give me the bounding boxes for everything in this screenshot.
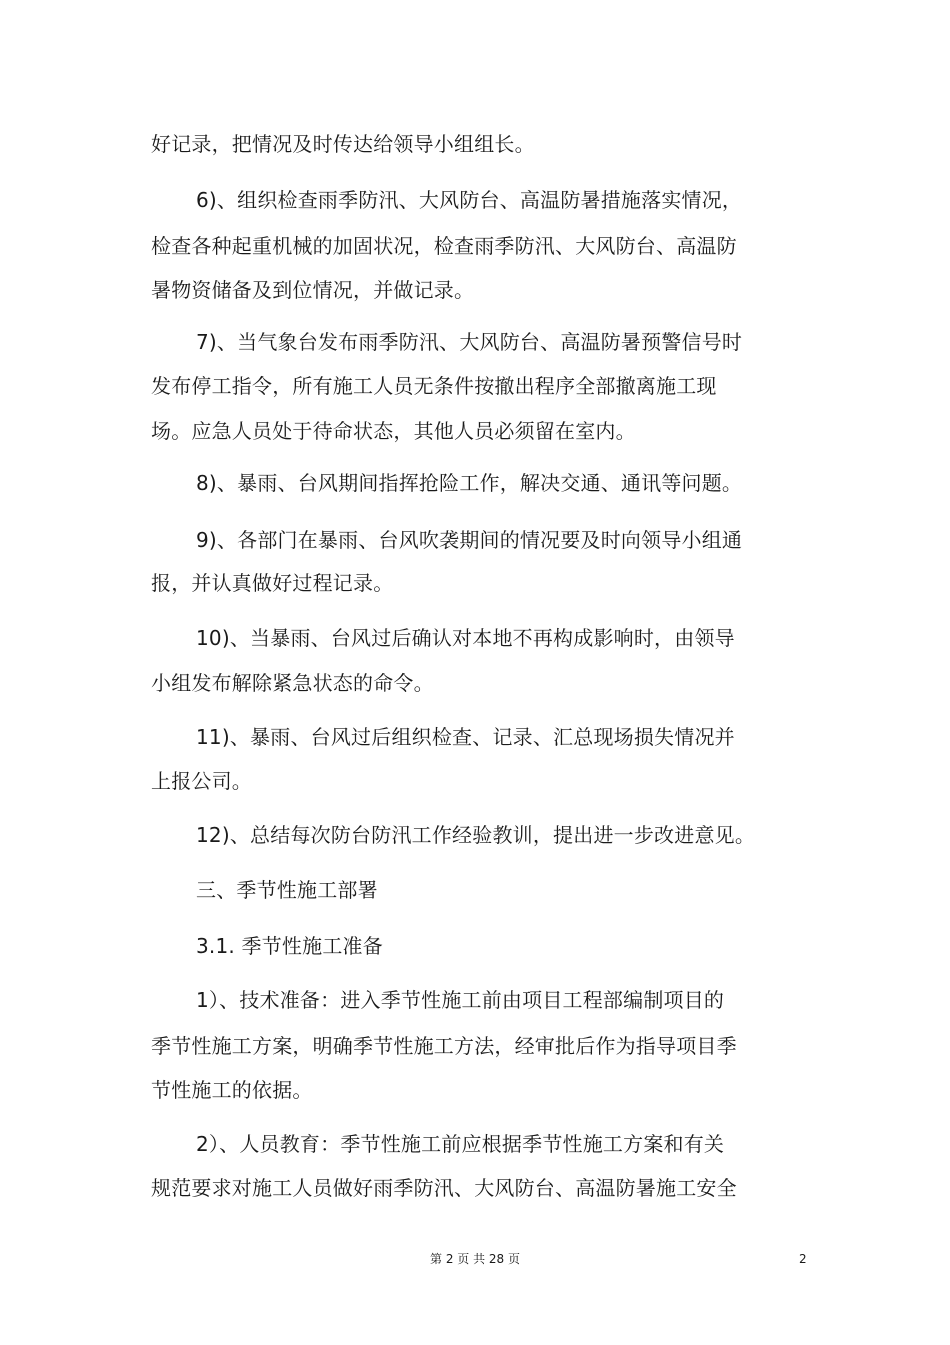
body-text-line: 报，并认真做好过程记录。 — [151, 571, 394, 595]
body-text-line: 好记录，把情况及时传达给领导小组组长。 — [151, 132, 535, 156]
body-text-line: 节性施工的依据。 — [151, 1078, 313, 1102]
body-text-line: 11)、暴雨、台风过后组织检查、记录、汇总现场损失情况并 — [196, 725, 735, 749]
subsection-heading: 3.1. 季节性施工准备 — [196, 934, 383, 958]
body-text-line: 7)、当气象台发布雨季防汛、大风防台、高温防暑预警信号时 — [196, 330, 743, 354]
page-number: 2 — [799, 1252, 807, 1266]
body-text-line: 1）、技术准备：进入季节性施工前由项目工程部编制项目的 — [196, 988, 725, 1012]
body-text-line: 2）、人员教育：季节性施工前应根据季节性施工方案和有关 — [196, 1132, 725, 1156]
body-text-line: 暑物资储备及到位情况，并做记录。 — [151, 278, 475, 302]
body-text-line: 小组发布解除紧急状态的命令。 — [151, 671, 434, 695]
body-text-line: 9)、各部门在暴雨、台风吹袭期间的情况要及时向领导小组通 — [196, 528, 743, 552]
body-text-line: 上报公司。 — [151, 769, 252, 793]
body-text-line: 12)、总结每次防台防汛工作经验教训，提出进一步改进意见。 — [196, 823, 756, 847]
page-footer-label: 第 2 页 共 28 页 — [430, 1252, 520, 1266]
body-text-line: 10)、当暴雨、台风过后确认对本地不再构成影响时，由领导 — [196, 626, 735, 650]
section-heading: 三、季节性施工部署 — [196, 878, 378, 902]
body-text-line: 发布停工指令，所有施工人员无条件按撤出程序全部撤离施工现 — [151, 374, 717, 398]
body-text-line: 8)、暴雨、台风期间指挥抢险工作，解决交通、通讯等问题。 — [196, 471, 743, 495]
body-text-line: 检查各种起重机械的加固状况，检查雨季防汛、大风防台、高温防 — [151, 234, 737, 258]
body-text-line: 季节性施工方案，明确季节性施工方法，经审批后作为指导项目季 — [151, 1034, 737, 1058]
body-text-line: 场。应急人员处于待命状态，其他人员必须留在室内。 — [151, 419, 636, 443]
body-text-line: 6)、组织检查雨季防汛、大风防台、高温防暑措施落实情况， — [196, 188, 743, 212]
body-text-line: 规范要求对施工人员做好雨季防汛、大风防台、高温防暑施工安全 — [151, 1176, 737, 1200]
